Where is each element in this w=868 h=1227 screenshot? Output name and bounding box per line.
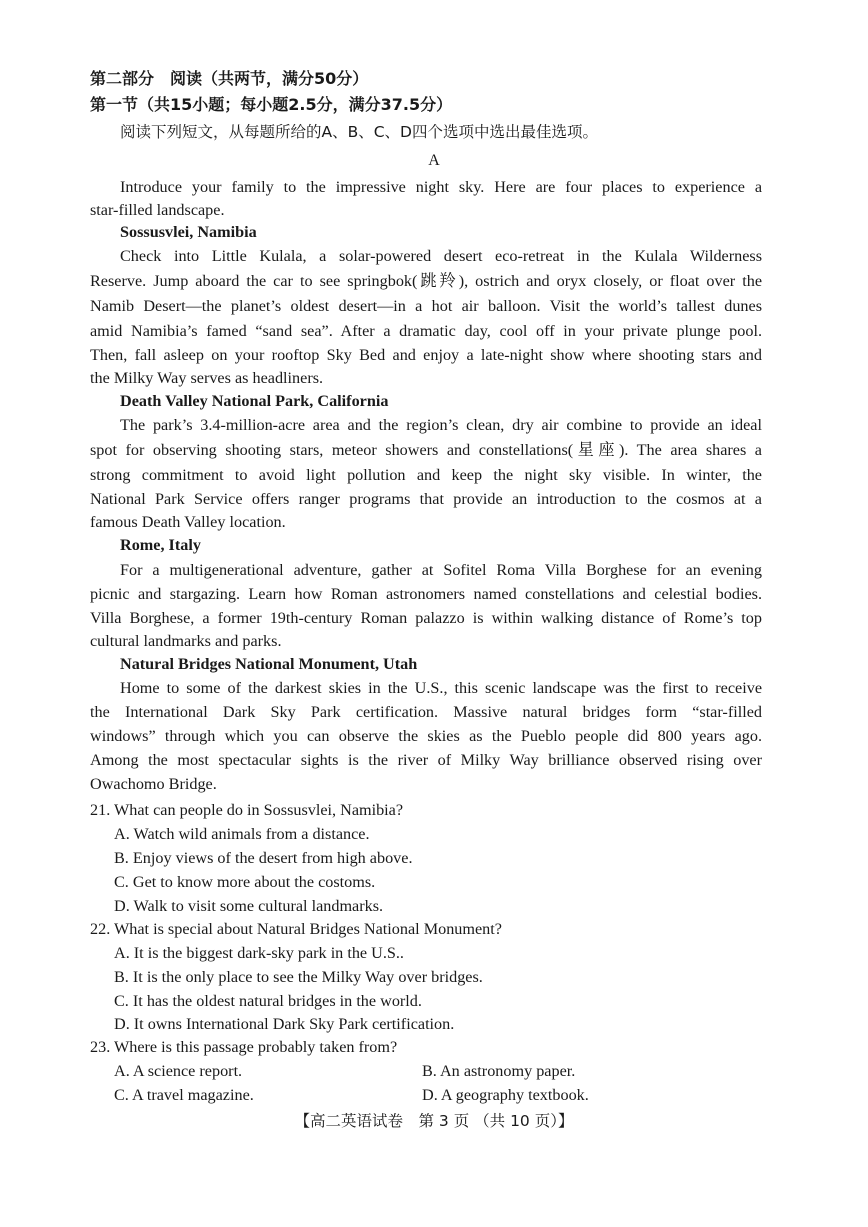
passage-line: The park’s 3.4-million-acre area and the region’s clean, dry air combine to provide an ideal [120,416,762,434]
passage-line: Home to some of the darkest skies in the U.S., this scenic landscape was the first to receive [120,679,762,697]
place-heading: Natural Bridges National Monument, Utah [120,655,418,673]
instruction-text: 阅读下列短文，从每题所给的A、B、C、D四个选项中选出最佳选项。 [120,123,598,141]
answer-option[interactable]: D. It owns International Dark Sky Park certification. [114,1015,455,1033]
passage-line: windows” through which you can observe the skies as the Pueblo people did 800 years ago. [90,727,762,745]
passage-line: famous Death Valley location. [90,513,286,531]
passage-line: cultural landmarks and parks. [90,632,282,650]
intro-line: Introduce your family to the impressive night sky. Here are four places to experience a [120,178,762,196]
place-heading: Death Valley National Park, California [120,392,389,410]
part-heading: 第二部分 阅读（共两节，满分50分） [90,69,369,88]
answer-option[interactable]: A. A science report. [114,1062,243,1080]
answer-option[interactable]: B. An astronomy paper. [422,1062,576,1080]
passage-line: Among the most spectacular sights is the river of Milky Way brilliance observed rising over [90,751,762,769]
answer-option[interactable]: C. It has the oldest natural bridges in the world. [114,992,422,1010]
question-stem: 22. What is special about Natural Bridges National Monument? [90,920,502,938]
passage-line: Then, fall asleep on your rooftop Sky Bed and enjoy a late-night show where shooting stars and [90,346,762,364]
passage-line: For a multigenerational adventure, gather at Sofitel Roma Villa Borghese for an evening [120,561,762,579]
question-stem: 21. What can people do in Sossusvlei, Namibia? [90,801,404,819]
answer-option[interactable]: A. It is the biggest dark-sky park in the U.S.. [114,944,404,962]
passage-line: strong commitment to avoid light pollution and keep the night sky visible. In winter, the [90,466,762,484]
answer-option[interactable]: C. A travel magazine. [114,1086,254,1104]
answer-option[interactable]: D. A geography textbook. [422,1086,589,1104]
passage-line: Villa Borghese, a former 19th-century Roman palazzo is within walking distance of Rome’s top [90,609,762,627]
passage-line: the Milky Way serves as headliners. [90,369,324,387]
intro-line: star-filled landscape. [90,201,225,219]
answer-option[interactable]: B. Enjoy views of the desert from high above. [114,849,413,867]
place-heading: Rome, Italy [120,536,201,554]
passage-line: spot for observing shooting stars, meteor showers and constellations(星座). The area shares a [90,441,762,459]
passage-line: amid Namibia’s famed “sand sea”. After a dramatic day, cool off in your private plunge pool. [90,322,762,340]
passage-line: National Park Service offers ranger programs that provide an introduction to the cosmos at a [90,490,762,508]
passage-line: Owachomo Bridge. [90,775,217,793]
question-stem: 23. Where is this passage probably taken from? [90,1038,398,1056]
place-heading: Sossusvlei, Namibia [120,223,257,241]
passage-line: picnic and stargazing. Learn how Roman astronomers named constellations and celestial bodies. [90,585,762,603]
passage-line: the International Dark Sky Park certification. Massive natural bridges form “star-filled [90,703,762,721]
answer-option[interactable]: C. Get to know more about the costoms. [114,873,376,891]
passage-letter: A [428,152,440,169]
page-footer: 【高二英语试卷 第 3 页 （共 10 页）】 [294,1112,574,1130]
answer-option[interactable]: A. Watch wild animals from a distance. [114,825,370,843]
passage-line: Namib Desert—the planet’s oldest desert—in a hot air balloon. Visit the world’s tallest dunes [90,297,762,315]
passage-line: Check into Little Kulala, a solar-powered desert eco-retreat in the Kulala Wilderness [120,247,762,265]
answer-option[interactable]: D. Walk to visit some cultural landmarks. [114,897,384,915]
section-heading: 第一节（共15小题；每小题2.5分，满分37.5分） [90,95,453,114]
passage-line: Reserve. Jump aboard the car to see springbok(跳羚), ostrich and oryx closely, or float over the [90,272,762,290]
answer-option[interactable]: B. It is the only place to see the Milky Way over bridges. [114,968,483,986]
